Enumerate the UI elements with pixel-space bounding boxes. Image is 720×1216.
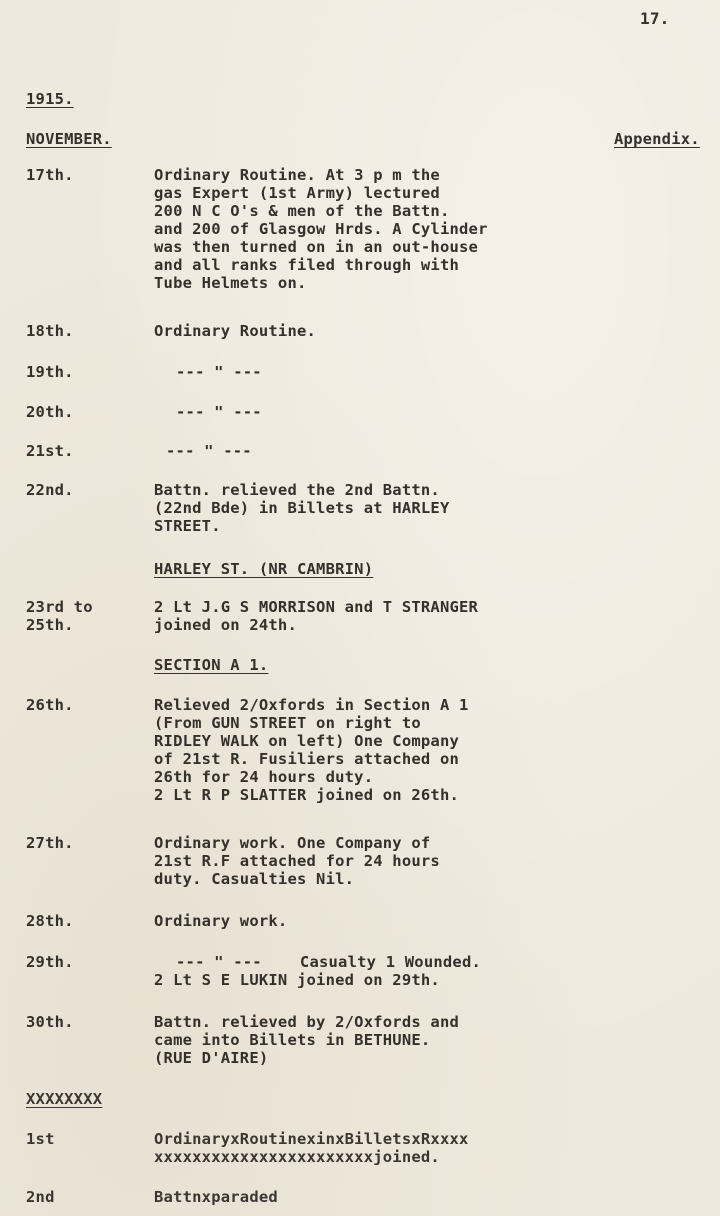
struck-entry-date: 2nd (26, 1188, 55, 1206)
entry-text (154, 598, 478, 634)
entry-date: 29th. (26, 953, 74, 971)
entry-line: Ordinary work. (154, 912, 288, 930)
struck-entry-line: OrdinaryxRoutinexinxBilletsxRxxxx (154, 1130, 469, 1148)
entry-date: 21st. (26, 442, 74, 460)
entry-line: 21st R.F attached for 24 hours (154, 852, 440, 870)
struck-entry-text (154, 1130, 469, 1166)
entry-line: RIDLEY WALK on left) One Company (154, 732, 460, 750)
entry-line: 200 N C O's & men of the Battn. (154, 202, 450, 220)
entry-line: 2 Lt J.G S MORRISON and T STRANGER (154, 598, 479, 616)
entry-line: came into Billets in BETHUNE. (154, 1031, 431, 1049)
entry-line: gas Expert (1st Army) lectured (154, 184, 440, 202)
entry-line: and 200 of Glasgow Hrds. A Cylinder (154, 220, 488, 238)
entry-line: (22nd Bde) in Billets at HARLEY (154, 499, 450, 517)
entry-line: Tube Helmets on. (154, 274, 307, 292)
entry-date: 17th. (26, 166, 74, 184)
entry-line: 26th for 24 hours duty. (154, 768, 374, 786)
entry-line: Ordinary work. One Company of (154, 834, 431, 852)
struck-entry-line: Battnxparaded (154, 1188, 278, 1206)
entry-line: (From GUN STREET on right to (154, 714, 421, 732)
entry-line: was then turned on in an out-house (154, 238, 479, 256)
entry-line: --- " --- Casualty 1 Wounded. (176, 953, 482, 971)
ditto-mark: --- " --- (176, 403, 262, 421)
entry-date: 19th. (26, 363, 74, 381)
page-number: 17. (640, 9, 670, 28)
entry-date-line: 23rd to (26, 598, 93, 616)
struck-heading: XXXXXXXX (26, 1090, 103, 1108)
year-heading: 1915. (26, 90, 74, 108)
entry-line: and all ranks filed through with (154, 256, 460, 274)
entry-line: Ordinary Routine. At 3 p m the (154, 166, 440, 184)
entry-line: 2 Lt R P SLATTER joined on 26th. (154, 786, 460, 804)
entry-line: Battn. relieved by 2/Oxfords and (154, 1013, 460, 1031)
entry-text (154, 166, 488, 292)
entry-date: 27th. (26, 834, 74, 852)
month-heading: NOVEMBER. (26, 130, 112, 148)
entry-line: STREET. (154, 517, 221, 535)
entry-date: 18th. (26, 322, 74, 340)
entry-text (154, 1013, 459, 1067)
section-heading: SECTION A 1. (154, 656, 269, 674)
entry-text (154, 834, 440, 888)
entry-line: Battn. relieved the 2nd Battn. (154, 481, 440, 499)
ditto-mark: --- " --- (166, 442, 252, 460)
entry-text (154, 953, 482, 989)
entry-line: Ordinary Routine. (154, 322, 317, 340)
entry-text (154, 696, 469, 804)
entry-date: 30th. (26, 1013, 74, 1031)
entry-date (26, 598, 93, 634)
entry-date-line: 25th. (26, 616, 74, 634)
ditto-mark: --- " --- (176, 363, 262, 381)
appendix-heading: Appendix. (614, 130, 700, 148)
entry-line: (RUE D'AIRE) (154, 1049, 269, 1067)
entry-text (154, 481, 450, 535)
entry-date: 22nd. (26, 481, 74, 499)
entry-line: duty. Casualties Nil. (154, 870, 355, 888)
struck-entry-date: 1st (26, 1130, 55, 1148)
entry-date: 26th. (26, 696, 74, 714)
location-heading: HARLEY ST. (NR CAMBRIN) (154, 560, 374, 578)
entry-line: Relieved 2/Oxfords in Section A 1 (154, 696, 469, 714)
entry-date: 28th. (26, 912, 74, 930)
entry-line: 2 Lt S E LUKIN joined on 29th. (154, 971, 440, 989)
entry-line: of 21st R. Fusiliers attached on (154, 750, 460, 768)
entry-date: 20th. (26, 403, 74, 421)
struck-entry-line: xxxxxxxxxxxxxxxxxxxxxxxjoined. (154, 1148, 440, 1166)
entry-line: joined on 24th. (154, 616, 297, 634)
